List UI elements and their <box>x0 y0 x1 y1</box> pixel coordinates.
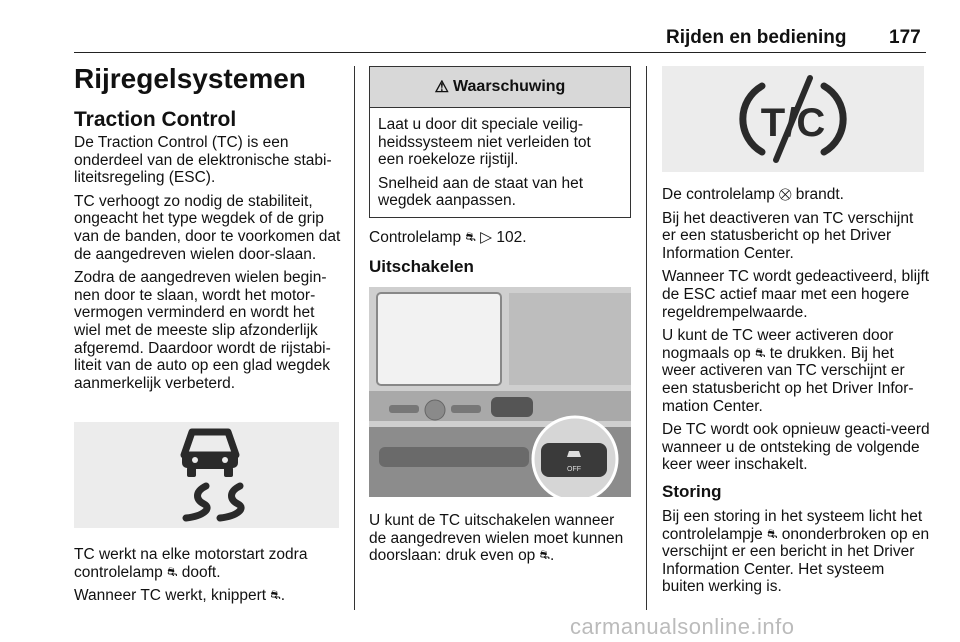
tc-lamp-icon: ⛐ <box>270 588 281 603</box>
section-heading: Uitschakelen <box>369 256 474 276</box>
column-divider <box>646 66 647 610</box>
page-header <box>0 0 960 52</box>
paragraph: TC verhoogt zo nodig de stabiliteit, ongeacht het type wegdek of de grip van de banden, door te voorkomen dat de aangedreven wielen door-slaan. <box>74 192 341 263</box>
tc-off-button-icon: ⛐ <box>755 345 766 360</box>
paragraph: Wanneer TC wordt gedeactiveerd, blijft de ESC actief maar met een hogere regeldrempelwaarde. <box>662 268 930 321</box>
dashboard-photo <box>369 287 631 497</box>
page-ref-icon: ▷ <box>480 229 493 246</box>
column-1 <box>74 64 344 398</box>
warning-icon: ⚠ <box>434 79 450 96</box>
tc-lamp-icon: ⛐ <box>167 564 178 579</box>
warning-box <box>369 66 631 218</box>
paragraph: U kunt de TC weer activeren door nogmaals op ⛐ te drukken. Bij het weer activeren van TC verschijnt er een statusbericht op het Driver Infor-mation Center. <box>662 327 914 415</box>
paragraph: Snelheid aan de staat van het wegdek aanpassen. <box>378 174 584 210</box>
column-3 <box>662 186 930 602</box>
tc-off-lamp-illustration <box>662 66 924 172</box>
off-label: OFF <box>567 466 581 473</box>
paragraph: TC werkt na elke motorstart zodra controlelamp ⛐ dooft. <box>74 546 308 581</box>
tc-off-button <box>491 397 533 417</box>
reference: Controlelamp ⛐ ▷ 102. <box>369 229 527 246</box>
column-2-bottom <box>369 512 634 571</box>
watermark: carmanualsonline.info <box>570 614 795 639</box>
column-1-bottom <box>74 546 344 611</box>
page-number: 177 <box>889 27 921 48</box>
section-title: Rijden en bediening <box>666 27 847 48</box>
paragraph: Bij een storing in het systeem licht het controlelampje ⛐ ononderbroken op en verschijnt er een bericht in het Driver Information Center. Het systeem buiten werking is. <box>662 507 930 596</box>
tc-off-button-icon: ⛐ <box>539 548 550 563</box>
tc-icon-text: T/C <box>760 101 826 145</box>
paragraph: Wanneer TC werkt, knippert ⛐. <box>74 587 286 605</box>
tc-off-lamp-icon <box>662 66 924 172</box>
warning-body <box>370 108 630 222</box>
header-rule <box>74 52 926 53</box>
tc-off-lamp-icon: ⛒ <box>779 187 792 201</box>
paragraph: Laat u door dit speciale veilig-heidssysteem niet verleiden tot een roekeloze rijstijl. <box>378 116 591 169</box>
paragraph: De controlelamp ⛒ brandt. <box>662 186 844 203</box>
paragraph: De Traction Control (TC) is een onderdeel van de elektronische stabi-liteitsregeling (ESC). <box>74 134 332 187</box>
paragraph: Zodra de aangedreven wielen begin-nen door te slaan, wordt het motor-vermogen verminderd en wordt het wiel met de meeste slip afzonderlijk afgeremd. Daardoor wordt de rijstabi-liteit van de auto op een glad wegdek aanmerkelijk verbeterd. <box>74 269 331 392</box>
section-heading: Storing <box>662 481 722 501</box>
warning-header: ⚠ Waarschuwing <box>370 67 630 108</box>
section-heading: Traction Control <box>74 108 237 131</box>
skidding-car-icon <box>74 422 339 528</box>
paragraph: Bij het deactiveren van TC verschijnt er een statusbericht op het Driver Information Center. <box>662 209 914 262</box>
traction-control-illustration <box>74 422 339 528</box>
column-divider <box>354 66 355 610</box>
chapter-title: Rijregelsystemen <box>74 63 306 94</box>
tc-lamp-icon: ⛐ <box>465 230 476 244</box>
tc-lamp-icon: ⛐ <box>767 526 778 541</box>
paragraph: De TC wordt ook opnieuw geacti-veerd wanneer u de ontsteking de volgende keer weer inschakelt. <box>662 421 930 474</box>
paragraph: U kunt de TC uitschakelen wanneer de aangedreven wielen moet kunnen doorslaan: druk even op ⛐. <box>369 512 624 565</box>
column-2 <box>369 229 634 277</box>
